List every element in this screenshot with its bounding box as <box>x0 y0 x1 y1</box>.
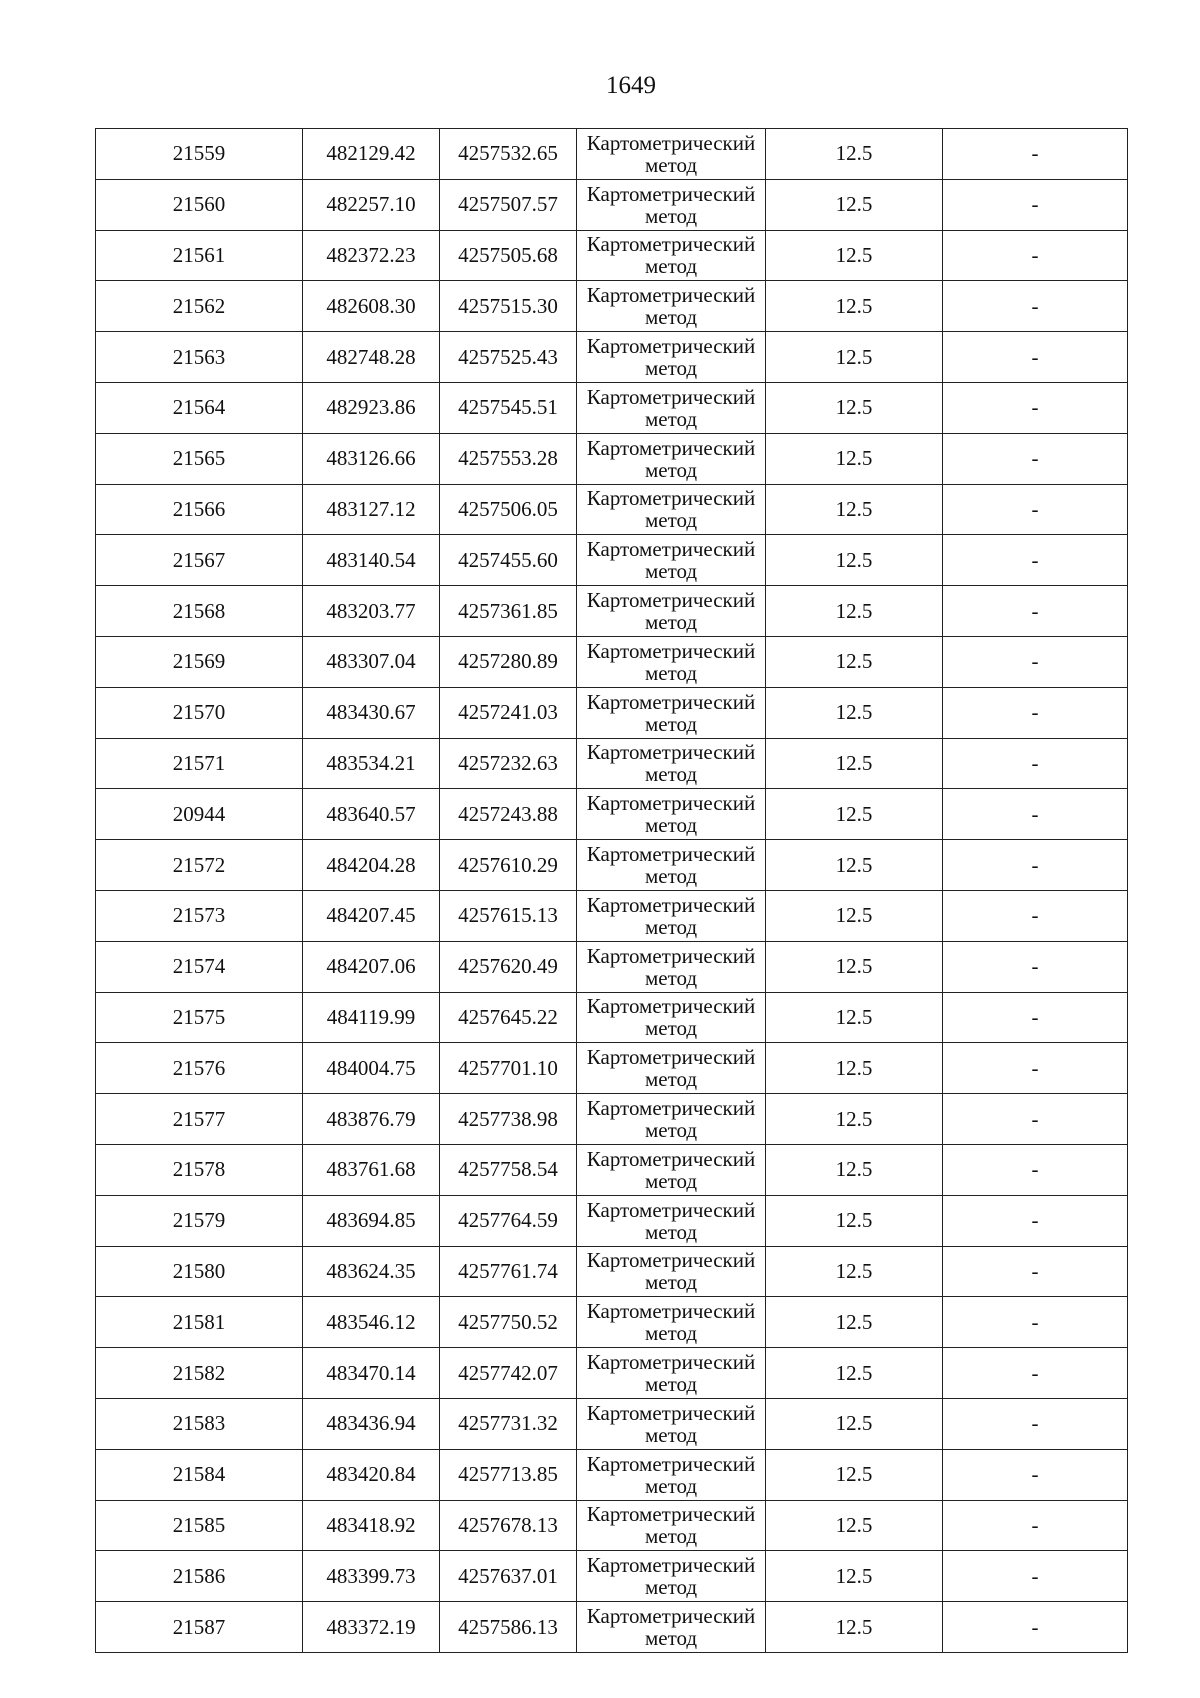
method-line-2: метод <box>644 1067 698 1092</box>
point-id-cell: 21582 <box>96 1348 303 1399</box>
x-coordinate-cell: 484119.99 <box>303 992 440 1043</box>
method-line-1: Картометрический <box>586 1197 756 1222</box>
method-line-1: Картометрический <box>586 435 756 460</box>
table-row <box>96 586 1128 637</box>
y-coordinate-cell: 4257701.10 <box>440 1043 577 1094</box>
method-line-2: метод <box>644 457 698 482</box>
point-id-cell: 21586 <box>96 1551 303 1602</box>
method-cell <box>577 281 766 332</box>
y-coordinate-cell: 4257764.59 <box>440 1195 577 1246</box>
note-cell: - <box>943 890 1128 941</box>
x-coordinate-cell: 483203.77 <box>303 586 440 637</box>
y-coordinate-cell: 4257761.74 <box>440 1246 577 1297</box>
method-line-2: метод <box>644 356 698 381</box>
accuracy-cell: 12.5 <box>766 1144 943 1195</box>
point-id-cell: 21579 <box>96 1195 303 1246</box>
method-line-1: Картометрический <box>586 1604 756 1628</box>
method-cell <box>577 433 766 484</box>
point-id-cell: 21580 <box>96 1246 303 1297</box>
method-line-2: метод <box>644 813 698 838</box>
method-line-1: Картометрический <box>586 994 756 1019</box>
table-row <box>96 1246 1128 1297</box>
method-line-2: метод <box>644 1270 698 1295</box>
accuracy-cell: 12.5 <box>766 230 943 281</box>
accuracy-cell: 12.5 <box>766 1449 943 1500</box>
point-id-cell: 21568 <box>96 586 303 637</box>
table-row <box>96 1449 1128 1500</box>
method-line-2: метод <box>644 1168 698 1193</box>
x-coordinate-cell: 483694.85 <box>303 1195 440 1246</box>
point-id-cell: 20944 <box>96 789 303 840</box>
table-row <box>96 941 1128 992</box>
method-cell <box>577 992 766 1043</box>
accuracy-cell: 12.5 <box>766 1094 943 1145</box>
point-id-cell: 21581 <box>96 1297 303 1348</box>
method-cell <box>577 179 766 230</box>
table-row <box>96 1551 1128 1602</box>
accuracy-cell: 12.5 <box>766 789 943 840</box>
method-line-1: Картометрический <box>586 1502 756 1527</box>
accuracy-cell: 12.5 <box>766 1602 943 1653</box>
table-row <box>96 1144 1128 1195</box>
accuracy-cell: 12.5 <box>766 535 943 586</box>
x-coordinate-cell: 483876.79 <box>303 1094 440 1145</box>
method-line-1: Картометрический <box>586 232 756 257</box>
note-cell: - <box>943 586 1128 637</box>
accuracy-cell: 12.5 <box>766 382 943 433</box>
point-id-cell: 21575 <box>96 992 303 1043</box>
x-coordinate-cell: 482129.42 <box>303 129 440 180</box>
y-coordinate-cell: 4257738.98 <box>440 1094 577 1145</box>
table-row <box>96 1195 1128 1246</box>
note-cell: - <box>943 789 1128 840</box>
y-coordinate-cell: 4257243.88 <box>440 789 577 840</box>
method-cell <box>577 1043 766 1094</box>
page-number: 1649 <box>606 72 656 99</box>
method-line-1: Картометрический <box>586 943 756 968</box>
method-line-2: метод <box>644 1473 698 1498</box>
x-coordinate-cell: 482257.10 <box>303 179 440 230</box>
table-row <box>96 687 1128 738</box>
point-id-cell: 21585 <box>96 1500 303 1551</box>
method-line-2: метод <box>644 508 698 533</box>
method-cell <box>577 687 766 738</box>
method-cell <box>577 484 766 535</box>
method-cell <box>577 1144 766 1195</box>
accuracy-cell: 12.5 <box>766 941 943 992</box>
x-coordinate-cell: 483372.19 <box>303 1602 440 1653</box>
point-id-cell: 21570 <box>96 687 303 738</box>
note-cell: - <box>943 992 1128 1043</box>
method-line-1: Картометрический <box>586 791 756 816</box>
table-row <box>96 129 1128 180</box>
accuracy-cell: 12.5 <box>766 1348 943 1399</box>
point-id-cell: 21562 <box>96 281 303 332</box>
table-row <box>96 636 1128 687</box>
table-row <box>96 179 1128 230</box>
y-coordinate-cell: 4257615.13 <box>440 890 577 941</box>
x-coordinate-cell: 483126.66 <box>303 433 440 484</box>
note-cell: - <box>943 1551 1128 1602</box>
y-coordinate-cell: 4257610.29 <box>440 840 577 891</box>
method-cell <box>577 1348 766 1399</box>
method-line-2: метод <box>644 610 698 635</box>
method-cell <box>577 840 766 891</box>
x-coordinate-cell: 483534.21 <box>303 738 440 789</box>
method-line-1: Картометрический <box>586 1045 756 1070</box>
x-coordinate-cell: 483640.57 <box>303 789 440 840</box>
method-line-1: Картометрический <box>586 588 756 613</box>
method-line-1: Картометрический <box>586 1096 756 1121</box>
y-coordinate-cell: 4257742.07 <box>440 1348 577 1399</box>
accuracy-cell: 12.5 <box>766 687 943 738</box>
method-line-1: Картометрический <box>586 1248 756 1273</box>
point-id-cell: 21559 <box>96 129 303 180</box>
y-coordinate-cell: 4257586.13 <box>440 1602 577 1653</box>
x-coordinate-cell: 482608.30 <box>303 281 440 332</box>
note-cell: - <box>943 433 1128 484</box>
accuracy-cell: 12.5 <box>766 840 943 891</box>
y-coordinate-cell: 4257241.03 <box>440 687 577 738</box>
method-line-1: Картометрический <box>586 638 756 663</box>
method-line-1: Картометрический <box>586 486 756 511</box>
method-line-2: метод <box>644 305 698 330</box>
table-row <box>96 281 1128 332</box>
point-id-cell: 21560 <box>96 179 303 230</box>
y-coordinate-cell: 4257758.54 <box>440 1144 577 1195</box>
table-row <box>96 1094 1128 1145</box>
accuracy-cell: 12.5 <box>766 992 943 1043</box>
y-coordinate-cell: 4257280.89 <box>440 636 577 687</box>
method-line-2: метод <box>644 864 698 889</box>
accuracy-cell: 12.5 <box>766 484 943 535</box>
method-line-1: Картометрический <box>586 1451 756 1476</box>
table-row <box>96 1602 1128 1653</box>
point-id-cell: 21577 <box>96 1094 303 1145</box>
method-line-1: Картометрический <box>586 537 756 562</box>
method-cell <box>577 1246 766 1297</box>
y-coordinate-cell: 4257645.22 <box>440 992 577 1043</box>
method-line-2: метод <box>644 1626 698 1650</box>
method-line-1: Картометрический <box>586 334 756 359</box>
x-coordinate-cell: 483140.54 <box>303 535 440 586</box>
accuracy-cell: 12.5 <box>766 586 943 637</box>
method-line-2: метод <box>644 1372 698 1397</box>
x-coordinate-cell: 482372.23 <box>303 230 440 281</box>
accuracy-cell: 12.5 <box>766 636 943 687</box>
note-cell: - <box>943 840 1128 891</box>
y-coordinate-cell: 4257507.57 <box>440 179 577 230</box>
note-cell: - <box>943 1246 1128 1297</box>
method-cell <box>577 382 766 433</box>
method-cell <box>577 1195 766 1246</box>
point-id-cell: 21572 <box>96 840 303 891</box>
y-coordinate-cell: 4257505.68 <box>440 230 577 281</box>
method-cell <box>577 535 766 586</box>
x-coordinate-cell: 484204.28 <box>303 840 440 891</box>
x-coordinate-cell: 484207.06 <box>303 941 440 992</box>
x-coordinate-cell: 483546.12 <box>303 1297 440 1348</box>
table-row <box>96 840 1128 891</box>
point-id-cell: 21584 <box>96 1449 303 1500</box>
method-line-1: Картометрический <box>586 1400 756 1425</box>
method-line-2: метод <box>644 660 698 685</box>
note-cell: - <box>943 1144 1128 1195</box>
note-cell: - <box>943 1297 1128 1348</box>
method-line-2: метод <box>644 914 698 939</box>
x-coordinate-cell: 483127.12 <box>303 484 440 535</box>
table-row <box>96 1348 1128 1399</box>
method-line-2: метод <box>644 1422 698 1447</box>
point-id-cell: 21569 <box>96 636 303 687</box>
method-line-1: Картометрический <box>586 283 756 308</box>
table-row <box>96 1398 1128 1449</box>
method-cell <box>577 129 766 180</box>
x-coordinate-cell: 484207.45 <box>303 890 440 941</box>
y-coordinate-cell: 4257232.63 <box>440 738 577 789</box>
method-line-1: Картометрический <box>586 384 756 409</box>
accuracy-cell: 12.5 <box>766 179 943 230</box>
accuracy-cell: 12.5 <box>766 1043 943 1094</box>
y-coordinate-cell: 4257620.49 <box>440 941 577 992</box>
method-cell <box>577 890 766 941</box>
y-coordinate-cell: 4257361.85 <box>440 586 577 637</box>
note-cell: - <box>943 281 1128 332</box>
table-row <box>96 332 1128 383</box>
note-cell: - <box>943 1195 1128 1246</box>
accuracy-cell: 12.5 <box>766 332 943 383</box>
note-cell: - <box>943 535 1128 586</box>
method-line-1: Картометрический <box>586 1299 756 1324</box>
y-coordinate-cell: 4257525.43 <box>440 332 577 383</box>
table-row <box>96 230 1128 281</box>
point-id-cell: 21561 <box>96 230 303 281</box>
method-cell <box>577 738 766 789</box>
method-cell <box>577 941 766 992</box>
point-id-cell: 21566 <box>96 484 303 535</box>
y-coordinate-cell: 4257713.85 <box>440 1449 577 1500</box>
method-line-2: метод <box>644 152 698 177</box>
accuracy-cell: 12.5 <box>766 129 943 180</box>
accuracy-cell: 12.5 <box>766 1297 943 1348</box>
table-row <box>96 992 1128 1043</box>
method-cell <box>577 1449 766 1500</box>
x-coordinate-cell: 483470.14 <box>303 1348 440 1399</box>
method-line-1: Картометрический <box>586 689 756 714</box>
method-line-1: Картометрический <box>586 842 756 867</box>
accuracy-cell: 12.5 <box>766 1246 943 1297</box>
point-id-cell: 21587 <box>96 1602 303 1653</box>
note-cell: - <box>943 230 1128 281</box>
accuracy-cell: 12.5 <box>766 738 943 789</box>
table-row <box>96 1500 1128 1551</box>
note-cell: - <box>943 1398 1128 1449</box>
point-id-cell: 21564 <box>96 382 303 433</box>
point-id-cell: 21571 <box>96 738 303 789</box>
note-cell: - <box>943 382 1128 433</box>
note-cell: - <box>943 1348 1128 1399</box>
method-line-1: Картометрический <box>586 740 756 765</box>
note-cell: - <box>943 687 1128 738</box>
table-row <box>96 382 1128 433</box>
point-id-cell: 21583 <box>96 1398 303 1449</box>
method-cell <box>577 230 766 281</box>
point-id-cell: 21576 <box>96 1043 303 1094</box>
method-line-2: метод <box>644 559 698 584</box>
method-line-2: метод <box>644 1524 698 1549</box>
point-id-cell: 21578 <box>96 1144 303 1195</box>
method-line-2: метод <box>644 965 698 990</box>
accuracy-cell: 12.5 <box>766 890 943 941</box>
method-cell <box>577 586 766 637</box>
note-cell: - <box>943 179 1128 230</box>
method-cell <box>577 1094 766 1145</box>
method-cell <box>577 1398 766 1449</box>
note-cell: - <box>943 1602 1128 1653</box>
method-line-1: Картометрический <box>586 892 756 917</box>
coordinates-table-body <box>96 129 1128 1653</box>
table-row <box>96 433 1128 484</box>
y-coordinate-cell: 4257455.60 <box>440 535 577 586</box>
method-line-2: метод <box>644 254 698 279</box>
accuracy-cell: 12.5 <box>766 1551 943 1602</box>
method-cell <box>577 1602 766 1653</box>
method-cell <box>577 1297 766 1348</box>
note-cell: - <box>943 129 1128 180</box>
x-coordinate-cell: 483430.67 <box>303 687 440 738</box>
note-cell: - <box>943 738 1128 789</box>
method-line-2: метод <box>644 203 698 228</box>
method-line-2: метод <box>644 762 698 787</box>
method-line-2: метод <box>644 1321 698 1346</box>
accuracy-cell: 12.5 <box>766 281 943 332</box>
x-coordinate-cell: 483418.92 <box>303 1500 440 1551</box>
point-id-cell: 21574 <box>96 941 303 992</box>
method-line-1: Картометрический <box>586 181 756 206</box>
x-coordinate-cell: 484004.75 <box>303 1043 440 1094</box>
note-cell: - <box>943 1094 1128 1145</box>
method-line-2: метод <box>644 1016 698 1041</box>
note-cell: - <box>943 1500 1128 1551</box>
x-coordinate-cell: 482923.86 <box>303 382 440 433</box>
point-id-cell: 21563 <box>96 332 303 383</box>
x-coordinate-cell: 483307.04 <box>303 636 440 687</box>
note-cell: - <box>943 1043 1128 1094</box>
method-line-2: метод <box>644 1575 698 1600</box>
method-cell <box>577 1551 766 1602</box>
accuracy-cell: 12.5 <box>766 1195 943 1246</box>
y-coordinate-cell: 4257515.30 <box>440 281 577 332</box>
table-row <box>96 1297 1128 1348</box>
method-cell <box>577 789 766 840</box>
method-line-2: метод <box>644 1118 698 1143</box>
y-coordinate-cell: 4257545.51 <box>440 382 577 433</box>
y-coordinate-cell: 4257553.28 <box>440 433 577 484</box>
method-cell <box>577 636 766 687</box>
method-cell <box>577 332 766 383</box>
x-coordinate-cell: 483624.35 <box>303 1246 440 1297</box>
accuracy-cell: 12.5 <box>766 433 943 484</box>
table-row <box>96 890 1128 941</box>
method-line-2: метод <box>644 1219 698 1244</box>
y-coordinate-cell: 4257678.13 <box>440 1500 577 1551</box>
point-id-cell: 21573 <box>96 890 303 941</box>
table-row <box>96 1043 1128 1094</box>
y-coordinate-cell: 4257506.05 <box>440 484 577 535</box>
method-cell <box>577 1500 766 1551</box>
method-line-2: метод <box>644 711 698 736</box>
y-coordinate-cell: 4257532.65 <box>440 129 577 180</box>
y-coordinate-cell: 4257750.52 <box>440 1297 577 1348</box>
note-cell: - <box>943 941 1128 992</box>
y-coordinate-cell: 4257637.01 <box>440 1551 577 1602</box>
x-coordinate-cell: 483761.68 <box>303 1144 440 1195</box>
x-coordinate-cell: 483420.84 <box>303 1449 440 1500</box>
accuracy-cell: 12.5 <box>766 1398 943 1449</box>
note-cell: - <box>943 636 1128 687</box>
method-line-1: Картометрический <box>586 130 756 155</box>
x-coordinate-cell: 483436.94 <box>303 1398 440 1449</box>
method-line-2: метод <box>644 406 698 431</box>
point-id-cell: 21565 <box>96 433 303 484</box>
x-coordinate-cell: 482748.28 <box>303 332 440 383</box>
table-row <box>96 789 1128 840</box>
coordinates-table <box>95 128 1128 1653</box>
table-row <box>96 535 1128 586</box>
table-row <box>96 484 1128 535</box>
note-cell: - <box>943 1449 1128 1500</box>
accuracy-cell: 12.5 <box>766 1500 943 1551</box>
x-coordinate-cell: 483399.73 <box>303 1551 440 1602</box>
y-coordinate-cell: 4257731.32 <box>440 1398 577 1449</box>
point-id-cell: 21567 <box>96 535 303 586</box>
method-line-1: Картометрический <box>586 1553 756 1578</box>
note-cell: - <box>943 484 1128 535</box>
table-row <box>96 738 1128 789</box>
method-line-1: Картометрический <box>586 1146 756 1171</box>
note-cell: - <box>943 332 1128 383</box>
method-line-1: Картометрический <box>586 1350 756 1375</box>
